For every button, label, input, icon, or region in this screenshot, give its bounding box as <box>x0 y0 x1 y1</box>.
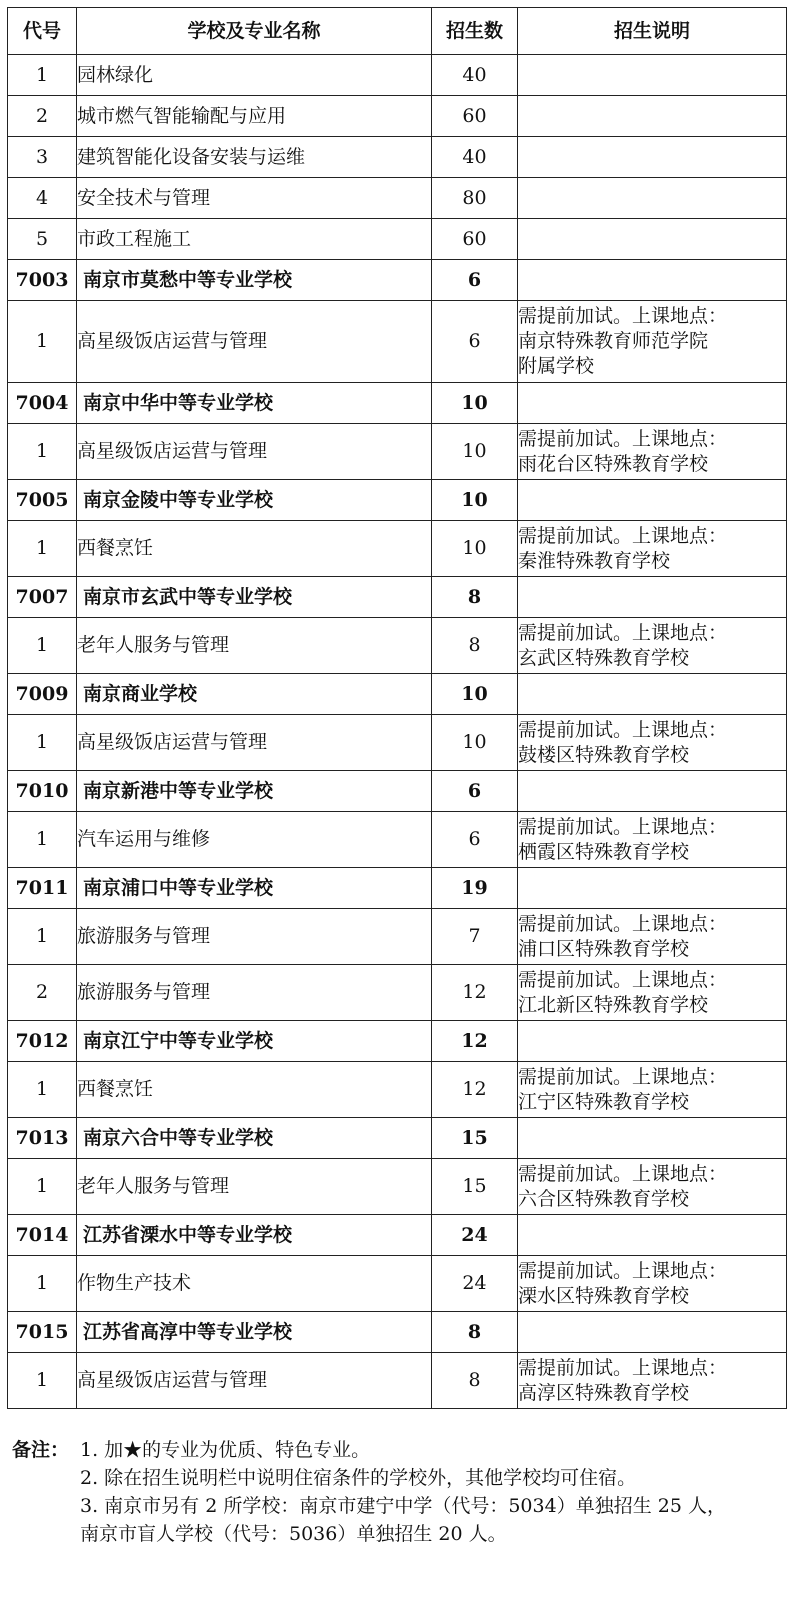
count-cell: 8 <box>432 618 518 674</box>
count-cell: 60 <box>432 219 518 260</box>
count-cell: 60 <box>432 96 518 137</box>
major-row <box>8 301 787 383</box>
code-cell: 7005 <box>8 480 77 521</box>
note-cell <box>518 771 787 812</box>
count-cell: 8 <box>432 1353 518 1409</box>
code-cell: 1 <box>8 1062 77 1118</box>
code-cell: 1 <box>8 301 77 383</box>
major-name-cell: 高星级饭店运营与管理 <box>77 424 432 480</box>
school-row <box>8 868 787 909</box>
note-cell <box>518 260 787 301</box>
note-cell: 需提前加试。上课地点： 浦口区特殊教育学校 <box>518 909 787 965</box>
code-cell: 1 <box>8 1159 77 1215</box>
major-name-cell: 老年人服务与管理 <box>77 1159 432 1215</box>
code-cell: 1 <box>8 424 77 480</box>
header-school-major: 学校及专业名称 <box>77 8 432 55</box>
note-cell <box>518 577 787 618</box>
major-name-cell: 市政工程施工 <box>77 219 432 260</box>
count-cell: 15 <box>432 1159 518 1215</box>
count-cell: 80 <box>432 178 518 219</box>
note-cell <box>518 383 787 424</box>
header-note: 招生说明 <box>518 8 787 55</box>
school-name-cell: 南京新港中等专业学校 <box>77 771 432 812</box>
count-cell: 10 <box>432 480 518 521</box>
school-name-cell: 南京六合中等专业学校 <box>77 1118 432 1159</box>
major-name-cell: 汽车运用与维修 <box>77 812 432 868</box>
code-cell: 7011 <box>8 868 77 909</box>
code-cell: 1 <box>8 812 77 868</box>
remark-row <box>12 1436 792 1464</box>
count-cell: 12 <box>432 1021 518 1062</box>
remark-item: 2. 除在招生说明栏中说明住宿条件的学校外，其他学校均可住宿。 <box>80 1467 637 1489</box>
note-cell <box>518 480 787 521</box>
header-count: 招生数 <box>432 8 518 55</box>
major-row <box>8 137 787 178</box>
count-cell: 15 <box>432 1118 518 1159</box>
enrollment-table <box>7 7 787 1409</box>
code-cell: 1 <box>8 1353 77 1409</box>
count-cell: 6 <box>432 812 518 868</box>
count-cell: 10 <box>432 383 518 424</box>
school-row <box>8 674 787 715</box>
major-row <box>8 424 787 480</box>
school-row <box>8 1021 787 1062</box>
remarks <box>12 1436 792 1548</box>
major-row <box>8 618 787 674</box>
count-cell: 24 <box>432 1215 518 1256</box>
note-cell <box>518 178 787 219</box>
school-row <box>8 1215 787 1256</box>
header-code: 代号 <box>8 8 77 55</box>
code-cell: 7010 <box>8 771 77 812</box>
school-row <box>8 383 787 424</box>
code-cell: 7004 <box>8 383 77 424</box>
major-row <box>8 178 787 219</box>
major-row <box>8 965 787 1021</box>
school-row <box>8 577 787 618</box>
major-name-cell: 旅游服务与管理 <box>77 909 432 965</box>
code-cell: 7003 <box>8 260 77 301</box>
code-cell: 1 <box>8 618 77 674</box>
major-name-cell: 高星级饭店运营与管理 <box>77 301 432 383</box>
note-cell <box>518 1215 787 1256</box>
major-name-cell: 城市燃气智能输配与应用 <box>77 96 432 137</box>
count-cell: 6 <box>432 260 518 301</box>
count-cell: 10 <box>432 715 518 771</box>
remark-item: 3. 南京市另有 2 所学校：南京市建宁中学（代号：5034）单独招生 25 人， 南京市盲人学校（代号：5036）单独招生 20 人。 <box>80 1495 726 1545</box>
school-row <box>8 260 787 301</box>
count-cell: 10 <box>432 521 518 577</box>
major-name-cell: 高星级饭店运营与管理 <box>77 715 432 771</box>
code-cell: 7014 <box>8 1215 77 1256</box>
school-name-cell: 南京市玄武中等专业学校 <box>77 577 432 618</box>
note-cell: 需提前加试。上课地点： 鼓楼区特殊教育学校 <box>518 715 787 771</box>
count-cell: 6 <box>432 301 518 383</box>
major-row <box>8 219 787 260</box>
count-cell: 10 <box>432 424 518 480</box>
major-row <box>8 1159 787 1215</box>
count-cell: 40 <box>432 55 518 96</box>
remark-item: 1. 加★的专业为优质、特色专业。 <box>80 1439 371 1461</box>
note-cell <box>518 219 787 260</box>
count-cell: 40 <box>432 137 518 178</box>
school-name-cell: 南京金陵中等专业学校 <box>77 480 432 521</box>
remark-row <box>12 1464 792 1492</box>
note-cell <box>518 96 787 137</box>
school-name-cell: 南京江宁中等专业学校 <box>77 1021 432 1062</box>
note-cell: 需提前加试。上课地点： 雨花台区特殊教育学校 <box>518 424 787 480</box>
school-name-cell: 南京商业学校 <box>77 674 432 715</box>
major-name-cell: 安全技术与管理 <box>77 178 432 219</box>
note-cell: 需提前加试。上课地点： 江北新区特殊教育学校 <box>518 965 787 1021</box>
major-row <box>8 715 787 771</box>
code-cell: 4 <box>8 178 77 219</box>
major-name-cell: 西餐烹饪 <box>77 1062 432 1118</box>
code-cell: 1 <box>8 55 77 96</box>
note-cell: 需提前加试。上课地点： 溧水区特殊教育学校 <box>518 1256 787 1312</box>
code-cell: 1 <box>8 715 77 771</box>
major-row <box>8 1353 787 1409</box>
note-cell <box>518 868 787 909</box>
note-cell <box>518 1021 787 1062</box>
code-cell: 2 <box>8 96 77 137</box>
major-name-cell: 旅游服务与管理 <box>77 965 432 1021</box>
major-row <box>8 521 787 577</box>
note-cell <box>518 137 787 178</box>
major-row <box>8 96 787 137</box>
note-cell <box>518 674 787 715</box>
note-cell: 需提前加试。上课地点： 秦淮特殊教育学校 <box>518 521 787 577</box>
school-name-cell: 南京中华中等专业学校 <box>77 383 432 424</box>
major-name-cell: 老年人服务与管理 <box>77 618 432 674</box>
note-cell: 需提前加试。上课地点： 江宁区特殊教育学校 <box>518 1062 787 1118</box>
note-cell: 需提前加试。上课地点： 高淳区特殊教育学校 <box>518 1353 787 1409</box>
remark-row <box>12 1492 792 1548</box>
code-cell: 7015 <box>8 1312 77 1353</box>
code-cell: 5 <box>8 219 77 260</box>
major-name-cell: 建筑智能化设备安装与运维 <box>77 137 432 178</box>
school-name-cell: 南京市莫愁中等专业学校 <box>77 260 432 301</box>
note-cell: 需提前加试。上课地点： 南京特殊教育师范学院 附属学校 <box>518 301 787 383</box>
table-header-row <box>8 8 787 55</box>
major-row <box>8 1256 787 1312</box>
code-cell: 7009 <box>8 674 77 715</box>
count-cell: 10 <box>432 674 518 715</box>
count-cell: 6 <box>432 771 518 812</box>
major-name-cell: 作物生产技术 <box>77 1256 432 1312</box>
code-cell: 7013 <box>8 1118 77 1159</box>
major-row <box>8 909 787 965</box>
code-cell: 1 <box>8 1256 77 1312</box>
code-cell: 1 <box>8 909 77 965</box>
school-name-cell: 江苏省高淳中等专业学校 <box>77 1312 432 1353</box>
count-cell: 12 <box>432 1062 518 1118</box>
code-cell: 7012 <box>8 1021 77 1062</box>
school-row <box>8 1118 787 1159</box>
major-row <box>8 1062 787 1118</box>
note-cell: 需提前加试。上课地点： 六合区特殊教育学校 <box>518 1159 787 1215</box>
school-row <box>8 1312 787 1353</box>
code-cell: 2 <box>8 965 77 1021</box>
table-body <box>8 55 787 1409</box>
school-row <box>8 771 787 812</box>
major-name-cell: 西餐烹饪 <box>77 521 432 577</box>
school-name-cell: 江苏省溧水中等专业学校 <box>77 1215 432 1256</box>
note-cell <box>518 1312 787 1353</box>
note-cell: 需提前加试。上课地点： 栖霞区特殊教育学校 <box>518 812 787 868</box>
school-name-cell: 南京浦口中等专业学校 <box>77 868 432 909</box>
note-cell: 需提前加试。上课地点： 玄武区特殊教育学校 <box>518 618 787 674</box>
major-name-cell: 高星级饭店运营与管理 <box>77 1353 432 1409</box>
count-cell: 12 <box>432 965 518 1021</box>
count-cell: 7 <box>432 909 518 965</box>
count-cell: 19 <box>432 868 518 909</box>
note-cell <box>518 55 787 96</box>
remarks-label: 备注： <box>12 1439 70 1461</box>
major-row <box>8 812 787 868</box>
note-cell <box>518 1118 787 1159</box>
major-name-cell: 园林绿化 <box>77 55 432 96</box>
code-cell: 3 <box>8 137 77 178</box>
code-cell: 1 <box>8 521 77 577</box>
count-cell: 24 <box>432 1256 518 1312</box>
code-cell: 7007 <box>8 577 77 618</box>
count-cell: 8 <box>432 1312 518 1353</box>
school-row <box>8 480 787 521</box>
major-row <box>8 55 787 96</box>
count-cell: 8 <box>432 577 518 618</box>
